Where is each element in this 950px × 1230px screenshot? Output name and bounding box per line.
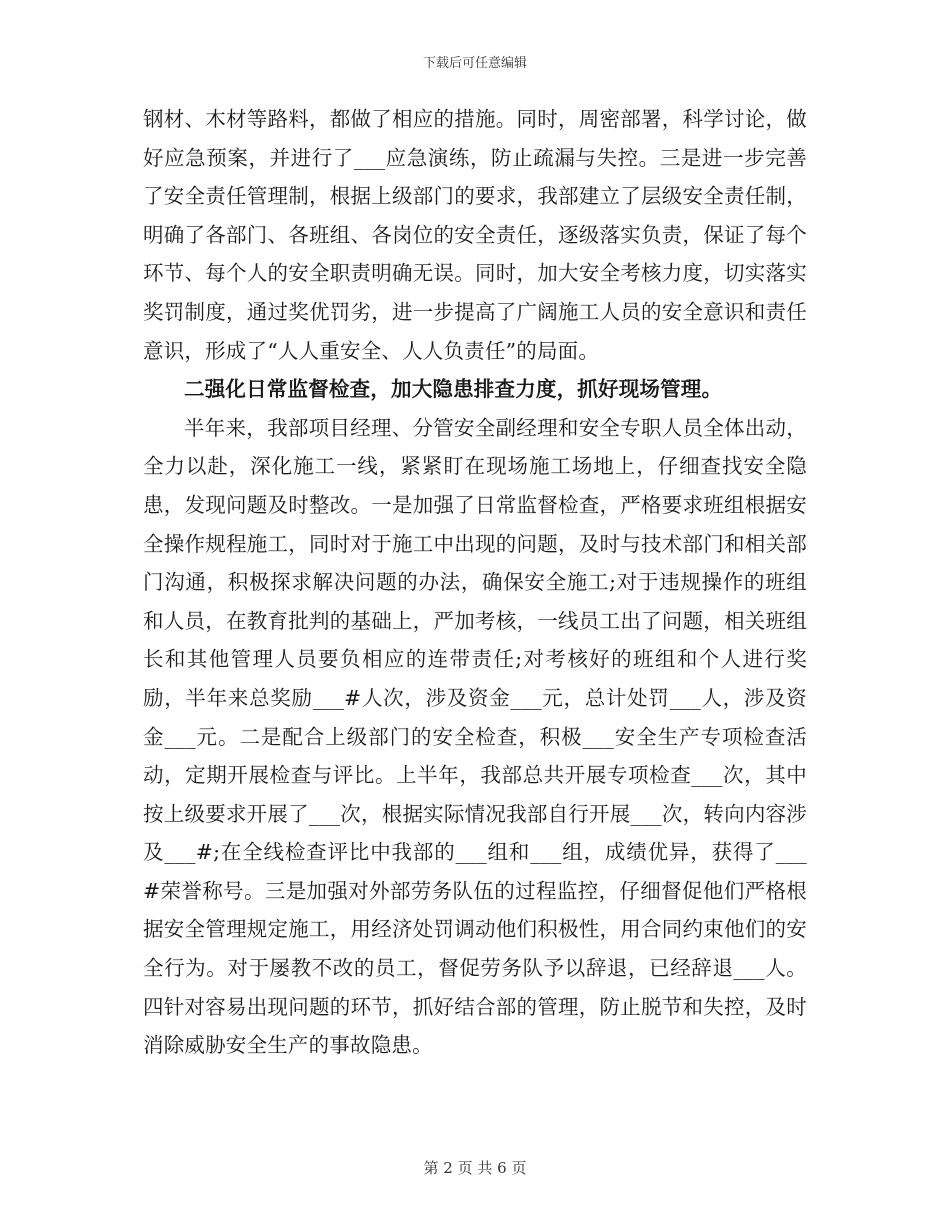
document-body bbox=[143, 100, 807, 1065]
body-paragraph-1: 钢材、木材等路料，都做了相应的措施。同时，周密部署，科学讨论，做好应急预案，并进行了___应急演练，防止疏漏与失控。三是进一步完善了安全责任管理制，根据上级部门的要求，我部建立了层级安全责任制，明确了各部门、各班组、各岗位的安全责任，逐级落实负责，保证了每个环节、每个人的安全职责明确无误。同时，加大安全考核力度，切实落实奖罚制度，通过奖优罚劣，进一步提高了广阔施工人员的安全意识和责任意识，形成了“人人重安全、人人负责任”的局面。 bbox=[143, 107, 807, 363]
section-heading: 二强化日常监督检查，加大隐患排查力度，抓好现场管理。 bbox=[184, 377, 723, 402]
page-header: 下载后可任意编辑 bbox=[422, 56, 527, 71]
body-paragraph-2: 半年来，我部项目经理、分管安全副经理和安全专职人员全体出动，全力以赴，深化施工一线，紧紧盯在现场施工场地上，仔细查找安全隐患，发现问题及时整改。一是加强了日常监督检查，严格要求班组根据安全操作规程施工，同时对于施工中出现的问题，及时与技术部门和相关部门沟通，积极探求解决问题的办法，确保安全施工;对于违规操作的班组和人员，在教育批判的基础上，严加考核，一线员工出了问题，相关班组长和其他管理人员要负相应的连带责任;对考核好的班组和个人进行奖励，半年来总奖励___#人次，涉及资金___元，总计处罚___人，涉及资金___元。二是配合上级部门的安全检查，积极___安全生产专项检查活动，定期开展检查与评比。上半年，我部总共开展专项检查___次，其中按上级要求开展了___次，根据实际情况我部自行开展___次，转向内容涉及___#;在全线检查评比中我部的___组和___组，成绩优异，获得了___#荣誉称号。三是加强对外部劳务队伍的过程监控，仔细督促他们严格根据安全管理规定施工，用经济处罚调动他们积极性，用合同约束他们的安全行为。对于屡教不改的员工，督促劳务队予以辞退，已经辞退___人。四针对容易出现问题的环节，抓好结合部的管理，防止脱节和失控，及时消除威胁安全生产的事故隐患。 bbox=[143, 415, 807, 1058]
page-number: 第 2 页 共 6 页 bbox=[423, 1159, 527, 1177]
